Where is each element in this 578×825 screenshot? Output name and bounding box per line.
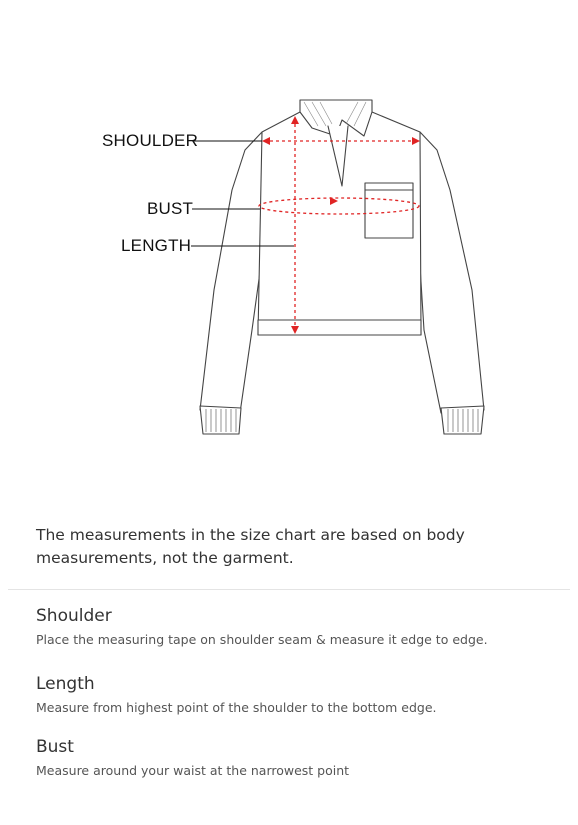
section-divider bbox=[8, 589, 570, 590]
definition-length bbox=[36, 674, 556, 715]
definition-shoulder bbox=[36, 606, 556, 647]
cuff-ribbing bbox=[206, 409, 478, 432]
definition-text: Place the measuring tape on shoulder seam & measure it edge to edge. bbox=[36, 632, 488, 647]
right-cuff bbox=[441, 406, 484, 434]
shoulder-label: SHOULDER bbox=[102, 131, 199, 150]
definition-text: Measure around your waist at the narrowest point bbox=[36, 763, 350, 778]
definition-title: Length bbox=[36, 674, 95, 694]
left-sleeve bbox=[200, 132, 263, 413]
bust-label: BUST bbox=[147, 199, 194, 218]
right-sleeve bbox=[419, 132, 484, 413]
measurement-note: The measurements in the size chart are based on body measurements, not the garment. bbox=[36, 526, 465, 567]
hem-band bbox=[258, 320, 421, 335]
length-label: LENGTH bbox=[121, 236, 192, 255]
definition-title: Shoulder bbox=[36, 606, 112, 626]
definition-title: Bust bbox=[36, 737, 74, 757]
definition-bust bbox=[36, 737, 556, 778]
definition-text: Measure from highest point of the shoulder to the bottom edge. bbox=[36, 700, 437, 715]
